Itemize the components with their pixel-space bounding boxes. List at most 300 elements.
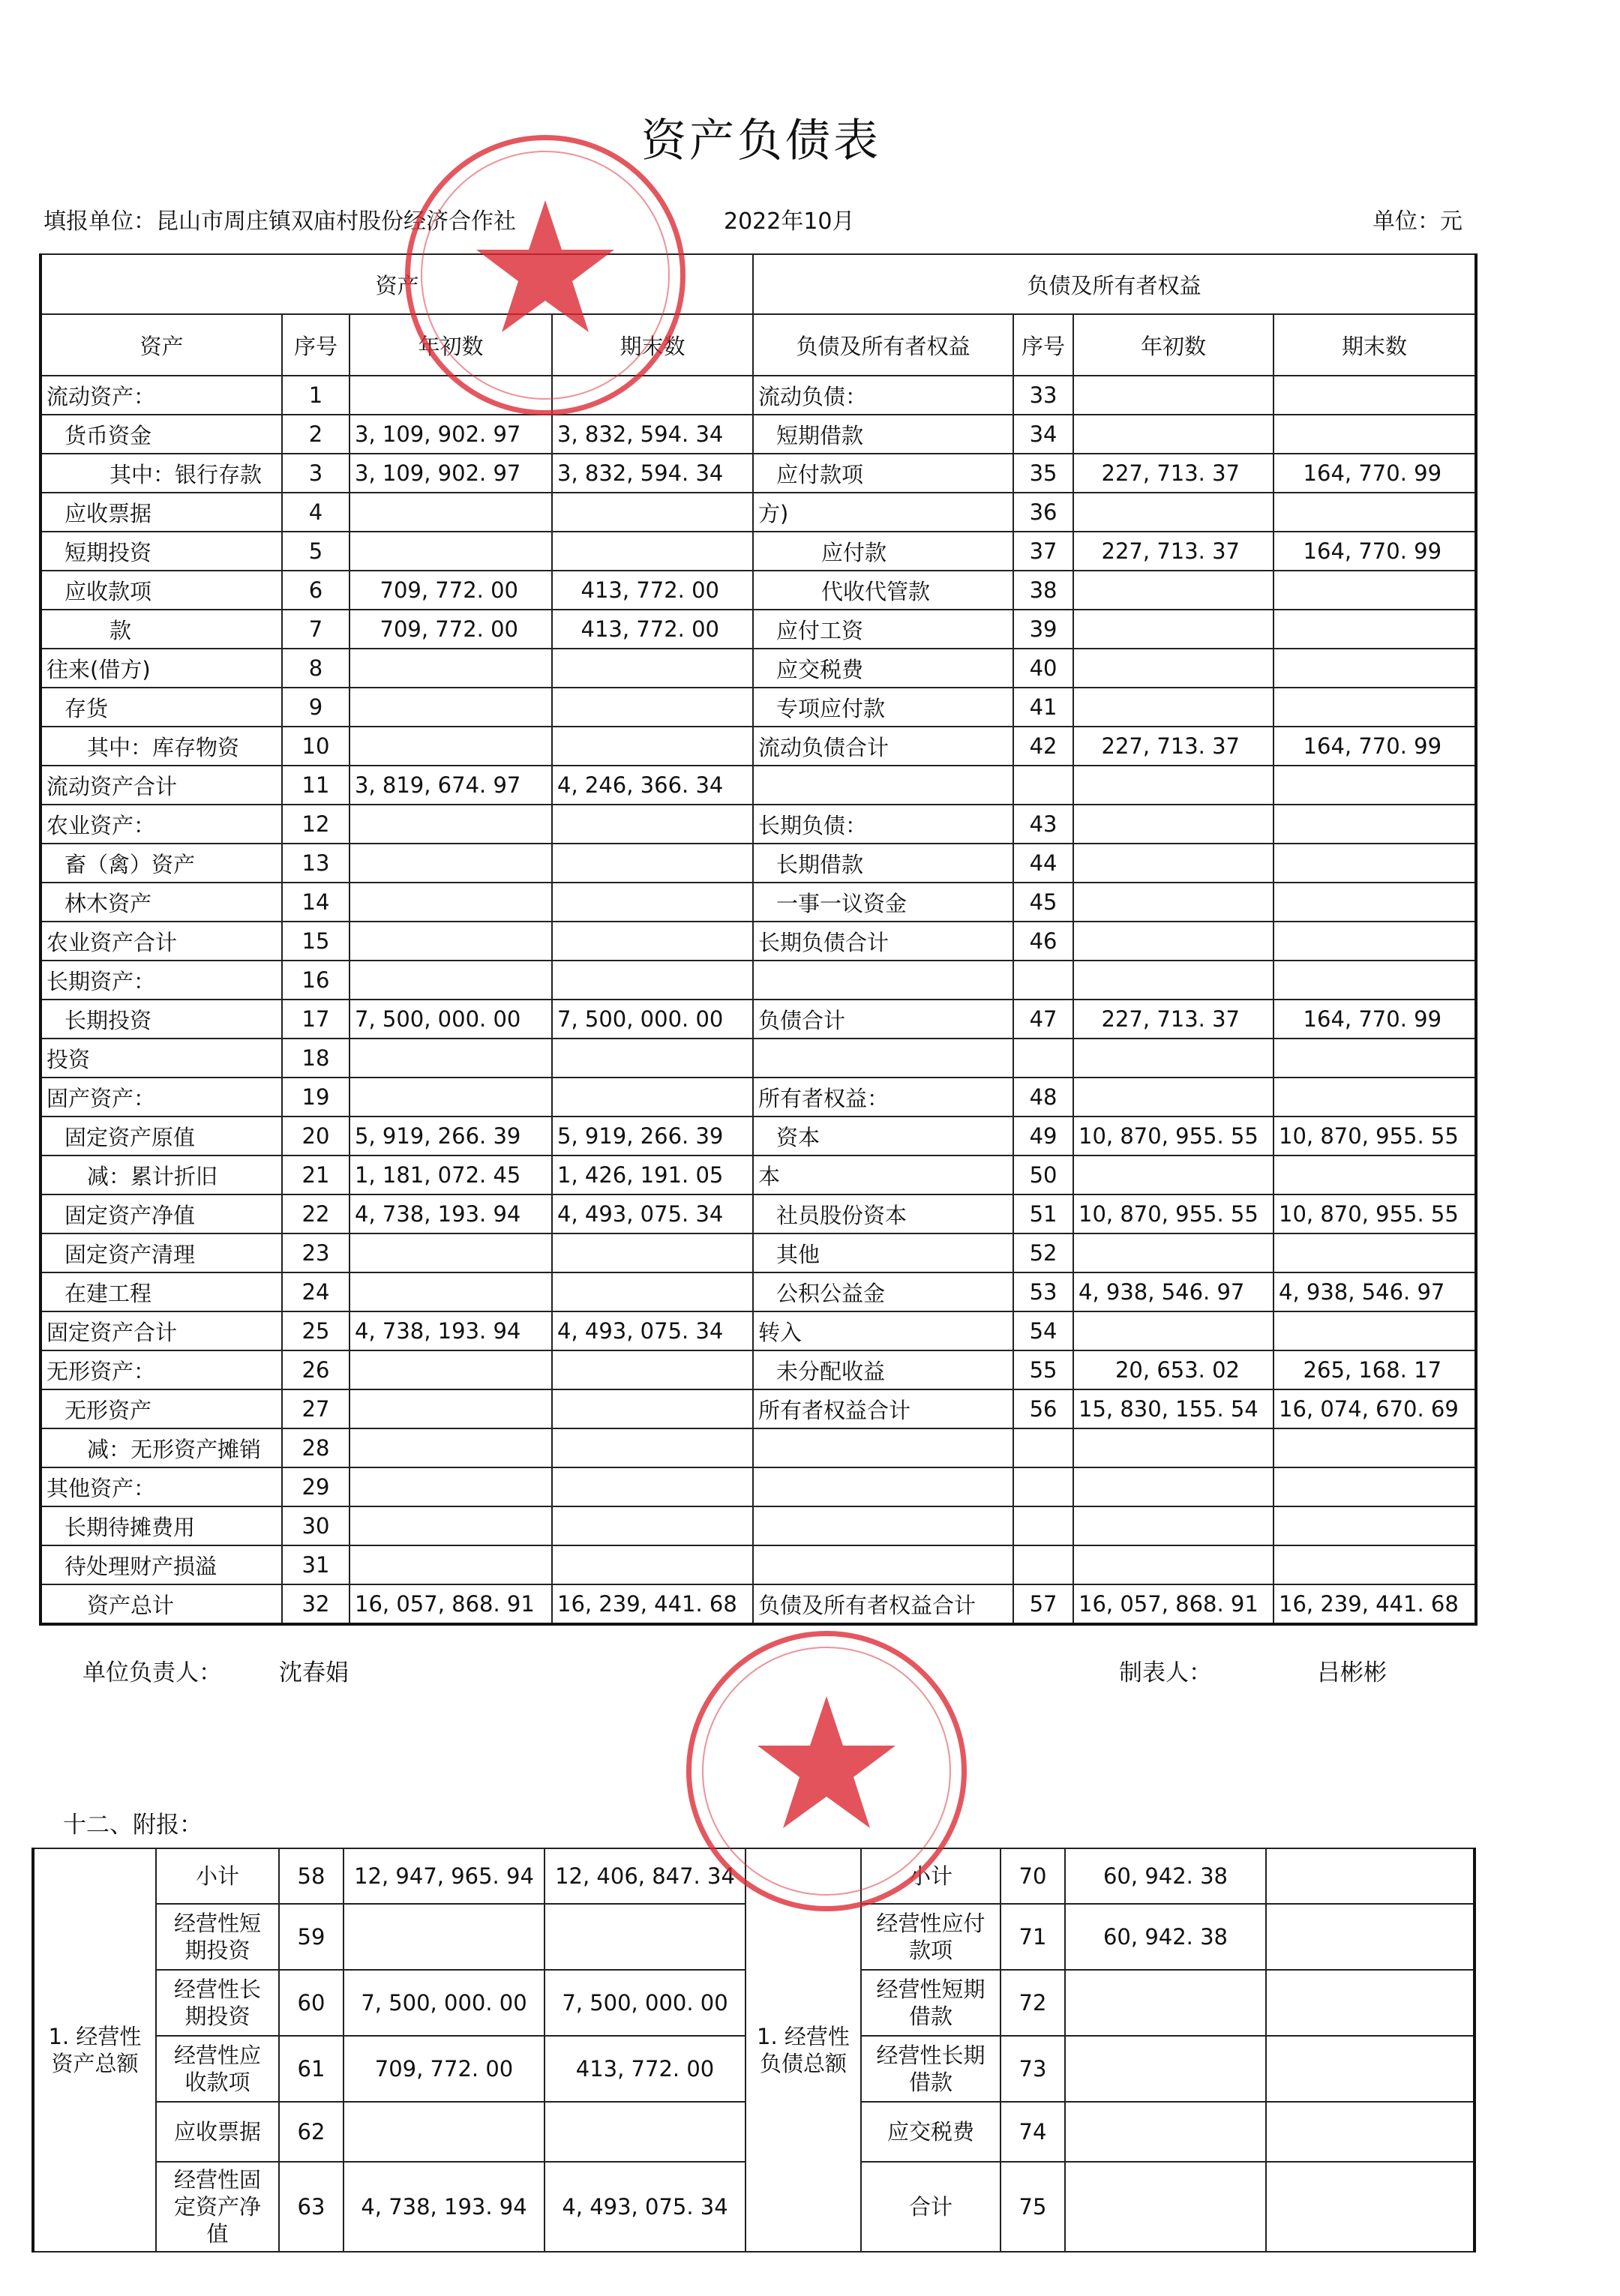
liability-begin — [1073, 1506, 1274, 1545]
col-header-seq: 序号 — [282, 314, 350, 376]
supp-asset-end — [544, 2102, 746, 2162]
col-header-begin-right: 年初数 — [1073, 314, 1274, 376]
asset-seq: 13 — [282, 844, 350, 883]
supp-asset-begin: 709, 772. 00 — [344, 2036, 544, 2102]
supplement-right-group: 1. 经营性 负债总额 — [746, 1848, 861, 2252]
supp-liab-begin — [1065, 2162, 1266, 2252]
asset-end — [552, 1428, 753, 1467]
asset-end — [552, 805, 753, 844]
asset-seq: 32 — [282, 1584, 350, 1624]
asset-end — [552, 532, 753, 571]
asset-seq: 28 — [282, 1428, 350, 1467]
col-header-seq-right: 序号 — [1013, 314, 1073, 376]
liability-end — [1274, 961, 1476, 1000]
liability-end — [1274, 844, 1476, 883]
asset-seq: 31 — [282, 1545, 350, 1584]
asset-seq: 5 — [282, 532, 350, 571]
liability-seq: 33 — [1013, 376, 1073, 415]
liability-seq: 46 — [1013, 922, 1073, 961]
liability-begin — [1073, 571, 1274, 610]
supp-asset-begin — [344, 2102, 544, 2162]
table-row — [40, 1078, 1476, 1117]
liability-seq: 48 — [1013, 1078, 1073, 1117]
liability-begin — [1073, 961, 1274, 1000]
liability-name: 一事一议资金 — [753, 883, 1013, 922]
col-header-end: 期末数 — [552, 314, 753, 376]
liability-begin: 227, 713. 37 — [1073, 727, 1274, 766]
table-row — [40, 1194, 1476, 1233]
liability-seq: 35 — [1013, 454, 1073, 493]
liability-end — [1274, 766, 1476, 805]
asset-seq: 4 — [282, 493, 350, 532]
liability-end: 164, 770. 99 — [1274, 727, 1476, 766]
supp-liab-seq: 75 — [1000, 2162, 1065, 2252]
liability-name: 方) — [753, 493, 1013, 532]
asset-name: 减：累计折旧 — [40, 1155, 282, 1194]
asset-seq: 22 — [282, 1194, 350, 1233]
liability-end — [1274, 493, 1476, 532]
asset-end — [552, 1233, 753, 1272]
liability-name: 流动负债合计 — [753, 727, 1013, 766]
asset-end — [552, 883, 753, 922]
supp-asset-end: 4, 493, 075. 34 — [544, 2162, 746, 2252]
liability-end: 10, 870, 955. 55 — [1274, 1194, 1476, 1233]
liability-end: 164, 770. 99 — [1274, 1000, 1476, 1039]
supp-asset-end: 12, 406, 847. 34 — [544, 1848, 746, 1904]
liability-end — [1274, 610, 1476, 649]
asset-end — [552, 493, 753, 532]
liability-seq: 42 — [1013, 727, 1073, 766]
asset-end — [552, 922, 753, 961]
supp-asset-seq: 58 — [279, 1848, 344, 1904]
liability-name: 负债及所有者权益合计 — [753, 1584, 1013, 1624]
asset-begin — [350, 1545, 552, 1584]
liability-name: 应付款项 — [753, 454, 1013, 493]
liability-end: 16, 239, 441. 68 — [1274, 1584, 1476, 1624]
liability-begin: 20, 653. 02 — [1073, 1350, 1274, 1389]
liability-end — [1274, 883, 1476, 922]
table-row — [40, 1545, 1476, 1584]
table-row — [40, 1272, 1476, 1311]
supp-asset-end — [544, 1904, 746, 1970]
table-row — [40, 1117, 1476, 1155]
asset-begin — [350, 1078, 552, 1117]
liability-begin — [1073, 1039, 1274, 1078]
liability-begin — [1073, 1155, 1274, 1194]
liability-end — [1274, 1545, 1476, 1584]
liability-end: 10, 870, 955. 55 — [1274, 1117, 1476, 1155]
table-row — [40, 883, 1476, 922]
supplement-table — [32, 1848, 1476, 2253]
liability-seq: 50 — [1013, 1155, 1073, 1194]
liability-seq: 54 — [1013, 1311, 1073, 1350]
liability-name: 长期借款 — [753, 844, 1013, 883]
table-row — [40, 688, 1476, 727]
liability-name — [753, 1428, 1013, 1467]
supp-liab-name: 应交税费 — [861, 2102, 1000, 2162]
asset-begin: 4, 738, 193. 94 — [350, 1194, 552, 1233]
liability-begin — [1073, 493, 1274, 532]
asset-name: 应收款项 — [40, 571, 282, 610]
asset-name: 流动资产： — [40, 376, 282, 415]
supp-asset-seq: 59 — [279, 1904, 344, 1970]
asset-begin — [350, 1233, 552, 1272]
asset-seq: 26 — [282, 1350, 350, 1389]
asset-seq: 16 — [282, 961, 350, 1000]
liability-name — [753, 1039, 1013, 1078]
asset-name: 农业资产： — [40, 805, 282, 844]
liability-name: 应付工资 — [753, 610, 1013, 649]
table-row — [40, 805, 1476, 844]
asset-begin — [350, 922, 552, 961]
supp-liab-seq: 72 — [1000, 1970, 1065, 2036]
supp-asset-seq: 60 — [279, 1970, 344, 2036]
table-row — [40, 1233, 1476, 1272]
liability-begin — [1073, 844, 1274, 883]
liability-end: 4, 938, 546. 97 — [1274, 1272, 1476, 1311]
liability-seq — [1013, 766, 1073, 805]
liability-begin — [1073, 1233, 1274, 1272]
asset-begin: 5, 919, 266. 39 — [350, 1117, 552, 1155]
supp-asset-begin: 7, 500, 000. 00 — [344, 1970, 544, 2036]
asset-begin: 1, 181, 072. 45 — [350, 1155, 552, 1194]
asset-end: 5, 919, 266. 39 — [552, 1117, 753, 1155]
liability-begin — [1073, 1467, 1274, 1506]
asset-seq: 3 — [282, 454, 350, 493]
table-row — [40, 844, 1476, 883]
supp-liab-seq: 70 — [1000, 1848, 1065, 1904]
liability-begin — [1073, 766, 1274, 805]
asset-name: 畜（禽）资产 — [40, 844, 282, 883]
liability-begin — [1073, 922, 1274, 961]
liability-seq: 37 — [1013, 532, 1073, 571]
liability-begin — [1073, 415, 1274, 454]
supp-liab-begin — [1065, 2102, 1266, 2162]
liability-seq: 44 — [1013, 844, 1073, 883]
table-row — [40, 493, 1476, 532]
asset-name: 投资 — [40, 1039, 282, 1078]
asset-seq: 29 — [282, 1467, 350, 1506]
asset-begin — [350, 1428, 552, 1467]
asset-end — [552, 649, 753, 688]
liability-seq: 41 — [1013, 688, 1073, 727]
liability-name: 本 — [753, 1155, 1013, 1194]
asset-name: 其中：库存物资 — [40, 727, 282, 766]
liability-seq — [1013, 1428, 1073, 1467]
asset-name: 长期资产： — [40, 961, 282, 1000]
supp-asset-begin — [344, 1904, 544, 1970]
liability-name: 专项应付款 — [753, 688, 1013, 727]
asset-seq: 30 — [282, 1506, 350, 1545]
asset-end: 3, 832, 594. 34 — [552, 454, 753, 493]
liability-name — [753, 1545, 1013, 1584]
liability-name: 短期借款 — [753, 415, 1013, 454]
supp-asset-seq: 62 — [279, 2102, 344, 2162]
asset-seq: 20 — [282, 1117, 350, 1155]
liability-end — [1274, 415, 1476, 454]
supp-asset-seq: 61 — [279, 2036, 344, 2102]
asset-end — [552, 1078, 753, 1117]
liability-seq: 38 — [1013, 571, 1073, 610]
liability-seq: 34 — [1013, 415, 1073, 454]
asset-name: 林木资产 — [40, 883, 282, 922]
asset-seq: 2 — [282, 415, 350, 454]
liability-seq: 55 — [1013, 1350, 1073, 1389]
supp-asset-end: 7, 500, 000. 00 — [544, 1970, 746, 2036]
liability-end — [1274, 571, 1476, 610]
liability-seq: 36 — [1013, 493, 1073, 532]
supp-liab-seq: 73 — [1000, 2036, 1065, 2102]
asset-name: 无形资产 — [40, 1389, 282, 1428]
col-header-begin: 年初数 — [350, 314, 552, 376]
asset-begin — [350, 493, 552, 532]
liability-seq: 45 — [1013, 883, 1073, 922]
table-row — [40, 610, 1476, 649]
table-row — [40, 1584, 1476, 1624]
col-header-asset: 资产 — [40, 314, 282, 376]
table-row — [40, 532, 1476, 571]
asset-name: 其他资产： — [40, 1467, 282, 1506]
asset-name: 固定资产净值 — [40, 1194, 282, 1233]
liability-name: 资本 — [753, 1117, 1013, 1155]
asset-begin — [350, 1467, 552, 1506]
asset-begin: 709, 772. 00 — [350, 610, 552, 649]
liability-end — [1274, 376, 1476, 415]
supplement-left-group: 1. 经营性 资产总额 — [33, 1848, 156, 2252]
liability-seq: 43 — [1013, 805, 1073, 844]
asset-name: 短期投资 — [40, 532, 282, 571]
report-date: 2022年10月 — [724, 208, 855, 235]
star-icon — [752, 1689, 902, 1839]
liability-end: 164, 770. 99 — [1274, 454, 1476, 493]
asset-name: 待处理财产损溢 — [40, 1545, 282, 1584]
liability-begin — [1073, 805, 1274, 844]
asset-begin: 3, 819, 674. 97 — [350, 766, 552, 805]
supp-liab-name: 经营性长期 借款 — [861, 2036, 1000, 2102]
asset-seq: 23 — [282, 1233, 350, 1272]
liability-begin — [1073, 1545, 1274, 1584]
table-row — [40, 376, 1476, 415]
asset-begin: 3, 109, 902. 97 — [350, 454, 552, 493]
liability-end — [1274, 805, 1476, 844]
asset-name: 存货 — [40, 688, 282, 727]
asset-begin — [350, 727, 552, 766]
asset-end: 4, 493, 075. 34 — [552, 1311, 753, 1350]
page-title: 资产负债表 — [641, 115, 881, 167]
table-row — [40, 922, 1476, 961]
supp-liab-name: 经营性应付 款项 — [861, 1904, 1000, 1970]
supp-liab-begin: 60, 942. 38 — [1065, 1904, 1266, 1970]
asset-seq: 21 — [282, 1155, 350, 1194]
liability-name — [753, 1506, 1013, 1545]
asset-seq: 14 — [282, 883, 350, 922]
table-row — [40, 1350, 1476, 1389]
liability-seq — [1013, 1506, 1073, 1545]
asset-name: 减：无形资产摊销 — [40, 1428, 282, 1467]
supp-liab-end — [1266, 1904, 1474, 1970]
liability-seq: 39 — [1013, 610, 1073, 649]
asset-name: 长期投资 — [40, 1000, 282, 1039]
liability-end — [1274, 1078, 1476, 1117]
asset-end — [552, 1039, 753, 1078]
asset-name: 固定资产清理 — [40, 1233, 282, 1272]
currency-unit: 单位：元 — [1372, 208, 1462, 235]
liability-seq: 49 — [1013, 1117, 1073, 1155]
group-header-liabilities: 负债及所有者权益 — [753, 254, 1476, 314]
asset-end — [552, 727, 753, 766]
supp-liab-begin: 60, 942. 38 — [1065, 1848, 1266, 1904]
liability-seq: 51 — [1013, 1194, 1073, 1233]
star-icon — [470, 193, 620, 343]
liability-begin: 16, 057, 868. 91 — [1073, 1584, 1274, 1624]
seal-stamp-top — [405, 135, 686, 415]
asset-end: 1, 426, 191. 05 — [552, 1155, 753, 1194]
asset-begin — [350, 844, 552, 883]
liability-name: 代收代管款 — [753, 571, 1013, 610]
liability-end: 265, 168. 17 — [1274, 1350, 1476, 1389]
asset-end: 4, 246, 366. 34 — [552, 766, 753, 805]
group-header-assets: 资产 — [40, 254, 753, 314]
liability-begin: 227, 713. 37 — [1073, 1000, 1274, 1039]
asset-name: 固定资产原值 — [40, 1117, 282, 1155]
asset-end: 16, 239, 441. 68 — [552, 1584, 753, 1624]
liability-name: 流动负债： — [753, 376, 1013, 415]
liability-name: 应付款 — [753, 532, 1013, 571]
table-row — [40, 1506, 1476, 1545]
liability-begin: 227, 713. 37 — [1073, 532, 1274, 571]
supp-asset-name: 应收票据 — [156, 2102, 279, 2162]
asset-name: 固定资产合计 — [40, 1311, 282, 1350]
liability-begin: 10, 870, 955. 55 — [1073, 1194, 1274, 1233]
liability-name: 负债合计 — [753, 1000, 1013, 1039]
supp-liab-end — [1266, 1970, 1474, 2036]
asset-seq: 1 — [282, 376, 350, 415]
liability-end — [1274, 922, 1476, 961]
asset-end: 4, 493, 075. 34 — [552, 1194, 753, 1233]
liability-seq: 57 — [1013, 1584, 1073, 1624]
asset-end: 3, 832, 594. 34 — [552, 415, 753, 454]
supp-liab-begin — [1065, 1970, 1266, 2036]
asset-begin: 709, 772. 00 — [350, 571, 552, 610]
table-row — [40, 1428, 1476, 1467]
asset-seq: 15 — [282, 922, 350, 961]
liability-begin — [1073, 1078, 1274, 1117]
asset-name: 资产总计 — [40, 1584, 282, 1624]
liability-seq — [1013, 1467, 1073, 1506]
liability-name: 社员股份资本 — [753, 1194, 1013, 1233]
table-row — [40, 1311, 1476, 1350]
supp-asset-name: 经营性长 期投资 — [156, 1970, 279, 2036]
liability-seq — [1013, 1545, 1073, 1584]
asset-name: 流动资产合计 — [40, 766, 282, 805]
liability-name: 转入 — [753, 1311, 1013, 1350]
asset-seq: 17 — [282, 1000, 350, 1039]
asset-begin: 7, 500, 000. 00 — [350, 1000, 552, 1039]
supp-liab-end — [1266, 1848, 1474, 1904]
asset-end: 7, 500, 000. 00 — [552, 1000, 753, 1039]
liability-seq: 56 — [1013, 1389, 1073, 1428]
reporting-unit: 填报单位：昆山市周庄镇双庙村股份经济合作社 — [44, 208, 516, 235]
supp-liab-name: 经营性短期 借款 — [861, 1970, 1000, 2036]
table-row — [40, 1467, 1476, 1506]
asset-seq: 10 — [282, 727, 350, 766]
table-row — [40, 1155, 1476, 1194]
asset-begin — [350, 1039, 552, 1078]
asset-name: 农业资产合计 — [40, 922, 282, 961]
asset-end — [552, 1467, 753, 1506]
supp-asset-name: 经营性应 收款项 — [156, 2036, 279, 2102]
col-header-end-right: 期末数 — [1274, 314, 1476, 376]
asset-end — [552, 844, 753, 883]
asset-end — [552, 688, 753, 727]
asset-begin — [350, 961, 552, 1000]
table-row — [40, 727, 1476, 766]
head-label: 单位负责人： — [82, 1659, 222, 1686]
preparer-name: 吕彬彬 — [1317, 1659, 1387, 1686]
liability-name: 未分配收益 — [753, 1350, 1013, 1389]
asset-end — [552, 1272, 753, 1311]
asset-name: 款 — [40, 610, 282, 649]
liability-end — [1274, 1428, 1476, 1467]
supp-liab-seq: 74 — [1000, 2102, 1065, 2162]
table-row — [40, 1000, 1476, 1039]
supp-liab-begin — [1065, 2036, 1266, 2102]
asset-end — [552, 1389, 753, 1428]
liability-name — [753, 766, 1013, 805]
asset-end — [552, 1506, 753, 1545]
liability-seq: 40 — [1013, 649, 1073, 688]
liability-end — [1274, 1467, 1476, 1506]
liability-name: 所有者权益： — [753, 1078, 1013, 1117]
liability-end — [1274, 1233, 1476, 1272]
table-row — [40, 454, 1476, 493]
liability-end: 164, 770. 99 — [1274, 532, 1476, 571]
asset-begin — [350, 805, 552, 844]
liability-end — [1274, 1155, 1476, 1194]
supp-liab-name: 合计 — [861, 2162, 1000, 2252]
liability-name: 其他 — [753, 1233, 1013, 1272]
asset-name: 长期待摊费用 — [40, 1506, 282, 1545]
supp-asset-name: 经营性固 定资产净 值 — [156, 2162, 279, 2252]
supp-asset-name: 经营性短 期投资 — [156, 1904, 279, 1970]
asset-end: 413, 772. 00 — [552, 571, 753, 610]
liability-begin — [1073, 376, 1274, 415]
table-row — [40, 415, 1476, 454]
asset-seq: 19 — [282, 1078, 350, 1117]
liability-begin: 15, 830, 155. 54 — [1073, 1389, 1274, 1428]
asset-begin — [350, 688, 552, 727]
asset-seq: 12 — [282, 805, 350, 844]
asset-begin — [350, 1506, 552, 1545]
asset-name: 往来(借方) — [40, 649, 282, 688]
table-row — [40, 1039, 1476, 1078]
liability-end — [1274, 1311, 1476, 1350]
asset-end — [552, 1545, 753, 1584]
supp-liab-seq: 71 — [1000, 1904, 1065, 1970]
liability-begin — [1073, 883, 1274, 922]
liability-name — [753, 961, 1013, 1000]
liability-name: 公积公益金 — [753, 1272, 1013, 1311]
liability-begin — [1073, 649, 1274, 688]
asset-seq: 8 — [282, 649, 350, 688]
liability-name: 应交税费 — [753, 649, 1013, 688]
liability-seq: 52 — [1013, 1233, 1073, 1272]
liability-end — [1274, 1506, 1476, 1545]
asset-begin — [350, 649, 552, 688]
liability-seq — [1013, 961, 1073, 1000]
supp-liab-end — [1266, 2102, 1474, 2162]
liability-begin: 10, 870, 955. 55 — [1073, 1117, 1274, 1155]
